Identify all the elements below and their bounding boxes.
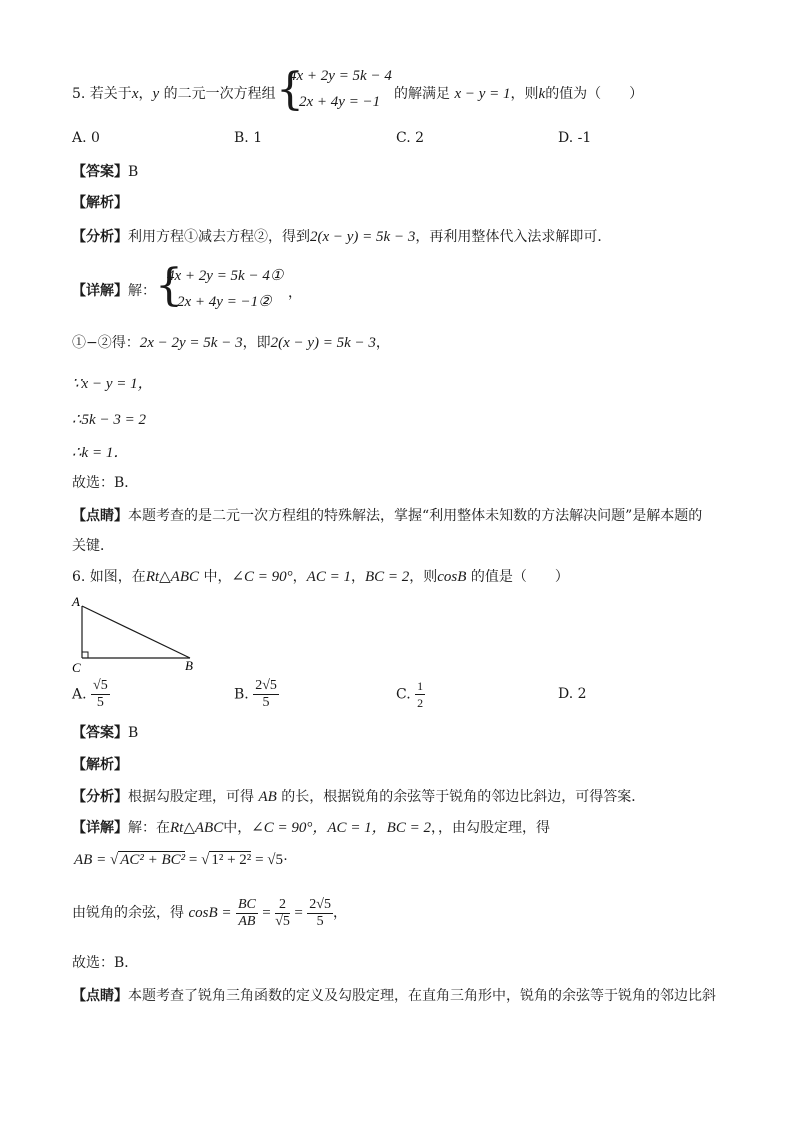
q6-option-d: D. 2 (558, 686, 587, 702)
q5-prefix: 5. 若关于 (72, 86, 132, 102)
q5-option-b: B. 1 (234, 130, 263, 146)
q6-fenxi-label: 【分析】 (72, 789, 128, 805)
vertex-label-c: C (72, 660, 81, 674)
q6-opt-b-label: B. (234, 686, 249, 703)
q6-stem-ac: AC = 1 (306, 569, 351, 585)
q5-dianjing-label: 【点睛】 (72, 508, 128, 524)
q6-ab-equation (74, 852, 288, 869)
q6-fenxi-text1: 根据勾股定理，可得 (128, 789, 254, 805)
q5-answer-value: B (128, 164, 139, 180)
q6-opt-b-den: 5 (262, 695, 270, 710)
q5-fenxi-text2: ，再利用整体代入法求解即可． (415, 229, 612, 245)
q6-stem-mid2: ，则 (409, 569, 438, 585)
q6-dianjing-text: 本题考查了锐角三角函数的定义及勾股定理，在直角三角形中，锐角的余弦等于锐角的邻边比斜 (128, 988, 716, 1004)
q6-stem-sep2: ， (350, 569, 365, 585)
q5-condition-pre: 的解满足 (394, 86, 450, 102)
sqrt-symbol-1: √ (109, 852, 119, 868)
q6-stem-sep1: ， (292, 569, 307, 585)
q5-fenxi-text1: 利用方程①减去方程②，得到 (128, 229, 310, 245)
q5-var-k: k (538, 86, 546, 102)
q6-dianjing (72, 985, 716, 1005)
q6-cos-frac3 (307, 897, 333, 930)
q6-stem (72, 566, 569, 588)
q5-analysis-label: 【解析】 (72, 195, 128, 211)
q6-choose: 故选：B． (72, 955, 139, 971)
q5-comma: ， (138, 86, 153, 102)
q5-condition: x − y = 1 (454, 86, 511, 102)
q6-stem-tri: Rt△ABC (145, 569, 200, 585)
q5-condition-post: ，则 (510, 86, 539, 102)
q5-eq2: 2x + 4y = −1 (299, 94, 381, 110)
q6-cos-lhs: cosB = (188, 905, 232, 921)
q6-stem-tail: 的值是（ ） (466, 569, 569, 585)
q5-step1-math: 2x − 2y = 5k − 3 (139, 335, 243, 351)
q5-step1-mid: ，即 (242, 335, 271, 351)
q6-stem-mid1: 中， (199, 569, 232, 585)
q6-xiangjie-tri: Rt△ABC (170, 820, 224, 836)
q5-step1-label: ①−②得： (72, 335, 140, 351)
q6-answer-label: 【答案】 (72, 725, 128, 741)
q6-opt-c-label: C. (396, 686, 411, 703)
q6-stem-bc: BC = 2 (364, 569, 410, 585)
q5-step3: ∴5k − 3 = 2 (72, 412, 146, 428)
q5-condition-line (394, 82, 643, 106)
q6-cos-f3-den: 5 (316, 913, 324, 929)
q5-dianjing (72, 505, 702, 525)
q5-fenxi (72, 226, 611, 248)
q6-opt-a-frac (91, 678, 110, 711)
q5-eq1: 4x + 2y = 5k − 4 (289, 68, 392, 84)
q5-fenxi-math: 2(x − y) = 5k − 3 (310, 229, 416, 245)
q6-opt-b-frac (253, 678, 279, 711)
q6-ab-result: √5 (267, 852, 284, 868)
q6-opt-c-num: 1 (417, 679, 424, 693)
q5-sys-eq2: 2x + 4y = −1② (177, 294, 272, 310)
q6-cos-f2-num: 2 (275, 897, 290, 914)
vertex-label-b: B (185, 658, 193, 673)
q5-sys-post: ， (288, 285, 302, 301)
q6-ab-eq2: = (251, 852, 268, 868)
q6-opt-c-den: 2 (417, 696, 424, 710)
q5-option-a: A. 0 (72, 130, 100, 146)
q6-cos-eq1: = (262, 905, 271, 921)
q6-cos-eq2: = (294, 905, 303, 921)
q6-cos-frac1 (236, 897, 258, 930)
q5-choose: 故选：B． (72, 475, 139, 491)
q6-xiangjie-math: ∠C = 90°，AC = 1，BC = 2 (251, 820, 431, 836)
q5-step2: ∵x − y = 1， (72, 376, 153, 392)
q6-stem-cos: cosB (437, 569, 467, 585)
q6-option-c (396, 678, 425, 711)
q6-analysis-label: 【解析】 (72, 757, 128, 773)
sqrt-symbol-2: √ (201, 852, 210, 868)
triangle-side-ab (82, 606, 190, 658)
q6-option-a (72, 678, 110, 711)
q6-ab-rad2: 1² + 2² (211, 852, 252, 868)
q6-opt-a-den: 5 (96, 695, 104, 710)
q6-cos-f1-den: AB (238, 913, 256, 929)
q6-fenxi-ab: AB (258, 789, 277, 805)
q6-opt-b-num: 2√5 (255, 678, 277, 693)
q6-fenxi-text2: 的长，根据锐角的余弦等于锐角的邻边比斜边，可得答案． (281, 789, 646, 805)
q6-cos-f1-num: BC (237, 896, 256, 912)
q6-answer (72, 722, 138, 742)
q5-stem (72, 82, 276, 106)
vertex-label-a: A (72, 594, 80, 609)
q5-middle: 的二元一次方程组 (159, 86, 276, 102)
q5-option-c: C. 2 (396, 130, 425, 146)
q5-dianjing-text1: 本题考查的是二元一次方程组的特殊解法，掌握“利用整体未知数的方法解决问题”是解本题的 (128, 508, 703, 524)
q5-brace: { (276, 64, 304, 115)
q6-xiangjie-tail: ，，由勾股定理，得 (430, 820, 550, 836)
q6-dianjing-label: 【点睛】 (72, 988, 128, 1004)
q5-answer-label: 【答案】 (72, 164, 128, 180)
q6-option-b (234, 678, 279, 711)
q5-sys-eq1: 4x + 2y = 5k − 4① (167, 268, 284, 284)
right-angle-mark (82, 652, 88, 658)
q5-tail: 的值为（ ） (545, 86, 644, 102)
q5-dianjing-cont: 关键． (72, 538, 114, 554)
q6-ab-eq: = (185, 852, 202, 868)
q5-step1-math2: 2(x − y) = 5k − 3 (270, 335, 376, 351)
q5-step1-post: ， (375, 335, 390, 351)
q5-var-y: y (152, 86, 160, 102)
q6-xiangjie-label: 【详解】 (72, 820, 128, 836)
q5-var-x: x (131, 86, 139, 102)
q5-xiangjie-pre: 解： (128, 283, 156, 299)
q6-cos-post: ， (332, 905, 347, 921)
q6-cos-pre: 由锐角的余弦，得 (72, 905, 184, 921)
q6-opt-a-label: A. (72, 686, 87, 703)
q6-opt-a-num: √5 (93, 678, 108, 693)
q6-cos-frac2 (275, 897, 290, 930)
q6-cos-f3-num: 2√5 (309, 896, 331, 912)
q6-cos-f2-den: √5 (275, 913, 290, 929)
q6-xiangjie-text1: 解：在 (128, 820, 170, 836)
q6-ab-lhs: AB = (74, 852, 107, 868)
q6-ab-rad1: AC² + BC² (120, 852, 186, 868)
q5-sys-brace: { (155, 260, 183, 311)
q6-opt-c-frac (415, 678, 425, 711)
q5-fenxi-label: 【分析】 (72, 229, 128, 245)
q6-cos-line (72, 893, 347, 933)
q5-step4: ∴k = 1． (72, 445, 129, 461)
q5-xiangjie (72, 280, 156, 300)
q6-xiangjie (72, 816, 550, 837)
q6-stem-angle: ∠C = 90° (231, 569, 293, 585)
q6-stem-pre: 6. 如图，在 (72, 569, 146, 585)
q5-option-d: D. -1 (558, 130, 592, 146)
q6-ab-dot: · (283, 852, 289, 868)
q6-triangle-figure (68, 594, 198, 674)
q5-answer (72, 161, 138, 181)
q6-answer-value: B (128, 725, 139, 741)
q5-step1 (72, 332, 390, 354)
q6-fenxi (72, 786, 645, 806)
q6-xiangjie-mid: 中， (223, 820, 252, 836)
q5-xiangjie-label: 【详解】 (72, 283, 128, 299)
